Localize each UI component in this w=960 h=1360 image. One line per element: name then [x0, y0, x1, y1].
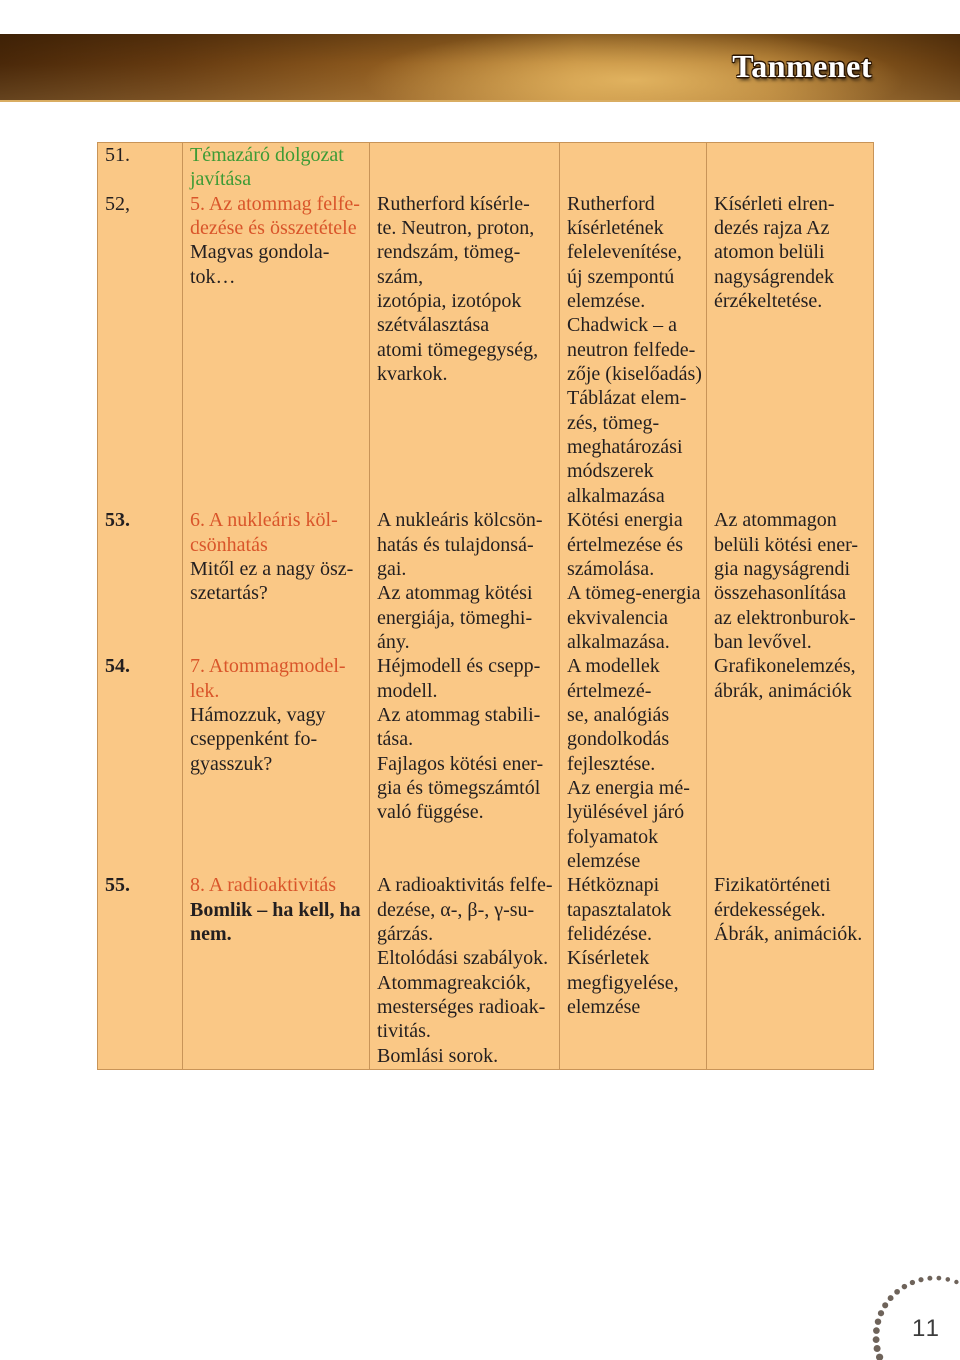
lesson-title-line: 8. A radioaktivitás [190, 874, 337, 897]
lesson-activities-line: felelevenítése, [567, 241, 682, 264]
lesson-content-line: Rutherford kísérle- [377, 192, 530, 215]
lesson-tools-line: nagyságrendek [714, 265, 834, 288]
lesson-content-cell [370, 143, 560, 192]
plan-row [98, 654, 874, 873]
lesson-activities-line: zés, tömeg- [567, 411, 660, 434]
decorative-dot [878, 1310, 884, 1316]
lesson-motto-line: gyasszuk? [190, 752, 273, 775]
lesson-title-line: 6. A nukleáris köl- [190, 509, 338, 532]
lesson-tools-line: Grafikonelemzés, [714, 655, 856, 678]
lesson-activities-cell [560, 508, 707, 654]
lesson-activities-line: elemzése [567, 996, 641, 1019]
lesson-tools-line: atomon belüli [714, 241, 825, 264]
lesson-tools-line: érdekességek. [714, 898, 826, 921]
lesson-activities-line: Kötési energia [567, 509, 683, 532]
lesson-motto-line: Hámozzuk, vagy [190, 703, 326, 726]
lesson-tools-cell [707, 873, 874, 1069]
plan-row [98, 873, 874, 1069]
lesson-activities-line: új szempontú [567, 265, 675, 288]
lesson-title-line: 5. Az atommag felfe- [190, 192, 360, 215]
lesson-content-line: rendszám, tömeg- [377, 241, 521, 264]
lesson-number-cell [98, 654, 183, 873]
lesson-activities-line: értelmezé- [567, 679, 652, 702]
lesson-motto-line: cseppenként fo- [190, 728, 318, 751]
lesson-motto-line: nem. [190, 923, 232, 945]
lesson-number-cell [98, 192, 183, 508]
lesson-activities-line: alkalmazása. [567, 630, 670, 653]
lesson-number-cell [98, 873, 183, 1069]
lesson-content-cell [370, 192, 560, 508]
plan-row [98, 143, 874, 192]
decorative-dot [918, 1277, 923, 1282]
lesson-title-line: csönhatás [190, 533, 268, 556]
lesson-activities-line: A modellek [567, 655, 660, 678]
lesson-tools-line: Kísérleti elren- [714, 192, 835, 215]
lesson-tools-line: Fizikatörténeti [714, 874, 831, 897]
lesson-number: 52, [105, 192, 130, 215]
lesson-activities-line: számolása. [567, 557, 655, 580]
lesson-activities-line: értelmezése és [567, 533, 684, 556]
lesson-activities-line: Hétköznapi [567, 874, 660, 897]
lesson-tools-line: belüli kötési ener- [714, 533, 858, 556]
lesson-tools-line: gia nagyságrendi [714, 557, 851, 580]
lesson-activities-line: zője (kiselőadás) [567, 363, 702, 386]
lesson-tools-cell [707, 192, 874, 508]
lesson-number-cell [98, 508, 183, 654]
lesson-content-line: mesterséges radioak- [377, 996, 546, 1019]
lesson-topic-cell [183, 143, 370, 192]
lesson-content-line: A radioaktivitás felfe- [377, 874, 553, 897]
plan-row [98, 192, 874, 508]
lesson-activities-cell [560, 654, 707, 873]
header-band [0, 34, 960, 102]
lesson-activities-line: neutron felfede- [567, 338, 696, 361]
lesson-content-line: tivitás. [377, 1020, 431, 1043]
decorative-dot [927, 1276, 932, 1281]
lesson-content-line: Az atommag kötési [377, 582, 533, 605]
lesson-plan-body [98, 143, 874, 1070]
lesson-tools-line: Ábrák, animációk. [714, 923, 863, 945]
decorative-dot [875, 1318, 881, 1324]
lesson-tools-line: ban levővel. [714, 630, 812, 653]
lesson-activities-cell [560, 873, 707, 1069]
lesson-number: 54. [105, 655, 130, 678]
lesson-content-line: hatás és tulajdonsá- [377, 533, 534, 556]
decorative-dot [888, 1295, 894, 1301]
lesson-content-line: Fajlagos kötési ener- [377, 752, 544, 775]
lesson-content-line: való függése. [377, 801, 484, 824]
lesson-activities-line: fejlesztése. [567, 752, 656, 775]
lesson-content-line: dezése, α-, β-, γ-su- [377, 898, 535, 921]
lesson-activities-line: Chadwick – a [567, 314, 677, 337]
decorative-dot [937, 1276, 942, 1281]
lesson-activities-line: felidézése. [567, 923, 652, 945]
lesson-activities-line: meghatározási [567, 436, 683, 459]
lesson-tools-cell [707, 143, 874, 192]
lesson-activities-cell [560, 143, 707, 192]
lesson-activities-line: A tömeg-energia [567, 582, 701, 605]
lesson-content-line: kvarkok. [377, 363, 448, 386]
lesson-title-line: 7. Atommagmodel- [190, 655, 346, 678]
page-number: 11 [912, 1315, 941, 1342]
lesson-content-cell [370, 508, 560, 654]
lesson-activities-line: ekvivalencia [567, 606, 669, 629]
lesson-activities-line: alkalmazása [567, 484, 665, 507]
lesson-activities-line: Táblázat elem- [567, 387, 687, 410]
lesson-content-cell [370, 654, 560, 873]
lesson-motto-line: Bomlik – ha kell, ha [190, 898, 361, 921]
lesson-motto-line: szetartás? [190, 582, 268, 605]
lesson-activities-line: Kísérletek [567, 947, 650, 970]
decorative-dot [902, 1284, 908, 1290]
lesson-number: 53. [105, 509, 130, 532]
lesson-content-line: gia és tömegszámtól [377, 776, 541, 799]
decorative-dot-arc [860, 1260, 960, 1360]
lesson-content-line: Héjmodell és csepp- [377, 655, 541, 678]
lesson-activities-line: elemzése [567, 849, 641, 872]
lesson-tools-line: ábrák, animációk [714, 679, 852, 702]
lesson-number-cell [98, 143, 183, 192]
lesson-activities-line: Az energia mé- [567, 776, 690, 799]
lesson-content-cell [370, 873, 560, 1069]
lesson-content-line: szám, [377, 265, 424, 288]
lesson-topic-cell [183, 192, 370, 508]
lesson-number: 55. [105, 874, 130, 897]
lesson-content-line: Atommagreakciók, [377, 971, 531, 994]
lesson-content-line: ány. [377, 630, 410, 653]
decorative-dot [874, 1345, 881, 1352]
lesson-tools-line: összehasonlítása [714, 582, 847, 605]
decorative-dot [954, 1280, 958, 1284]
lesson-motto-line: tok… [190, 265, 236, 288]
decorative-dot [946, 1277, 951, 1282]
decorative-dot [876, 1354, 883, 1360]
page-heading: Tanmenet [732, 48, 872, 84]
lesson-tools-cell [707, 508, 874, 654]
decorative-dot [873, 1327, 880, 1334]
lesson-content-line: modell. [377, 679, 438, 702]
lesson-topic-cell [183, 654, 370, 873]
lesson-content-line: A nukleáris kölcsön- [377, 509, 543, 532]
decorative-dot [894, 1289, 900, 1295]
lesson-tools-line: Az atommagon [714, 509, 837, 532]
lesson-title-line: dezése és összetétele [190, 217, 357, 240]
lesson-activities-line: tapasztalatok [567, 898, 672, 921]
lesson-activities-line: módszerek [567, 460, 654, 483]
lesson-activities-line: elemzése. [567, 290, 646, 313]
plan-row [98, 508, 874, 654]
lesson-content-line: te. Neutron, proton, [377, 217, 535, 240]
lesson-content-line: atomi tömegegység, [377, 338, 539, 361]
lesson-content-line: Bomlási sorok. [377, 1044, 499, 1067]
lesson-summary-line: javítása [190, 168, 252, 191]
lesson-content-line: tása. [377, 728, 414, 751]
lesson-activities-line: Rutherford [567, 192, 655, 215]
lesson-activities-line: gondolkodás [567, 728, 670, 751]
lesson-content-line: gai. [377, 557, 407, 580]
lesson-number: 51. [105, 144, 130, 166]
lesson-tools-line: az elektronburok- [714, 606, 856, 629]
lesson-activities-line: kísérletének [567, 217, 664, 240]
lesson-topic-cell [183, 508, 370, 654]
lesson-motto-line: Mitől ez a nagy ösz- [190, 557, 354, 580]
lesson-tools-line: dezés rajza Az [714, 217, 830, 240]
lesson-title-line: lek. [190, 679, 220, 702]
lesson-content-line: szétválasztása [377, 314, 490, 337]
lesson-topic-cell [183, 873, 370, 1069]
lesson-summary-line: Témazáró dolgozat [190, 144, 344, 166]
lesson-content-line: energiája, tömeghi- [377, 606, 533, 629]
lesson-activities-cell [560, 192, 707, 508]
lesson-activities-line: lyülésével járó [567, 801, 685, 824]
lesson-content-line: Az atommag stabili- [377, 703, 541, 726]
lesson-tools-cell [707, 654, 874, 873]
decorative-dot [873, 1336, 880, 1343]
lesson-content-line: gárzás. [377, 923, 434, 945]
lesson-content-line: Eltolódási szabályok. [377, 947, 549, 970]
lesson-activities-line: megfigyelése, [567, 971, 679, 994]
lesson-plan-table [97, 142, 874, 1070]
lesson-tools-line: érzékeltetése. [714, 290, 823, 313]
lesson-activities-line: se, analógiás [567, 703, 670, 726]
lesson-content-line: izotópia, izotópok [377, 290, 522, 313]
lesson-activities-line: folyamatok [567, 825, 659, 848]
decorative-dot [910, 1280, 915, 1285]
decorative-dot [882, 1302, 888, 1308]
lesson-motto-line: Magvas gondola- [190, 241, 330, 264]
